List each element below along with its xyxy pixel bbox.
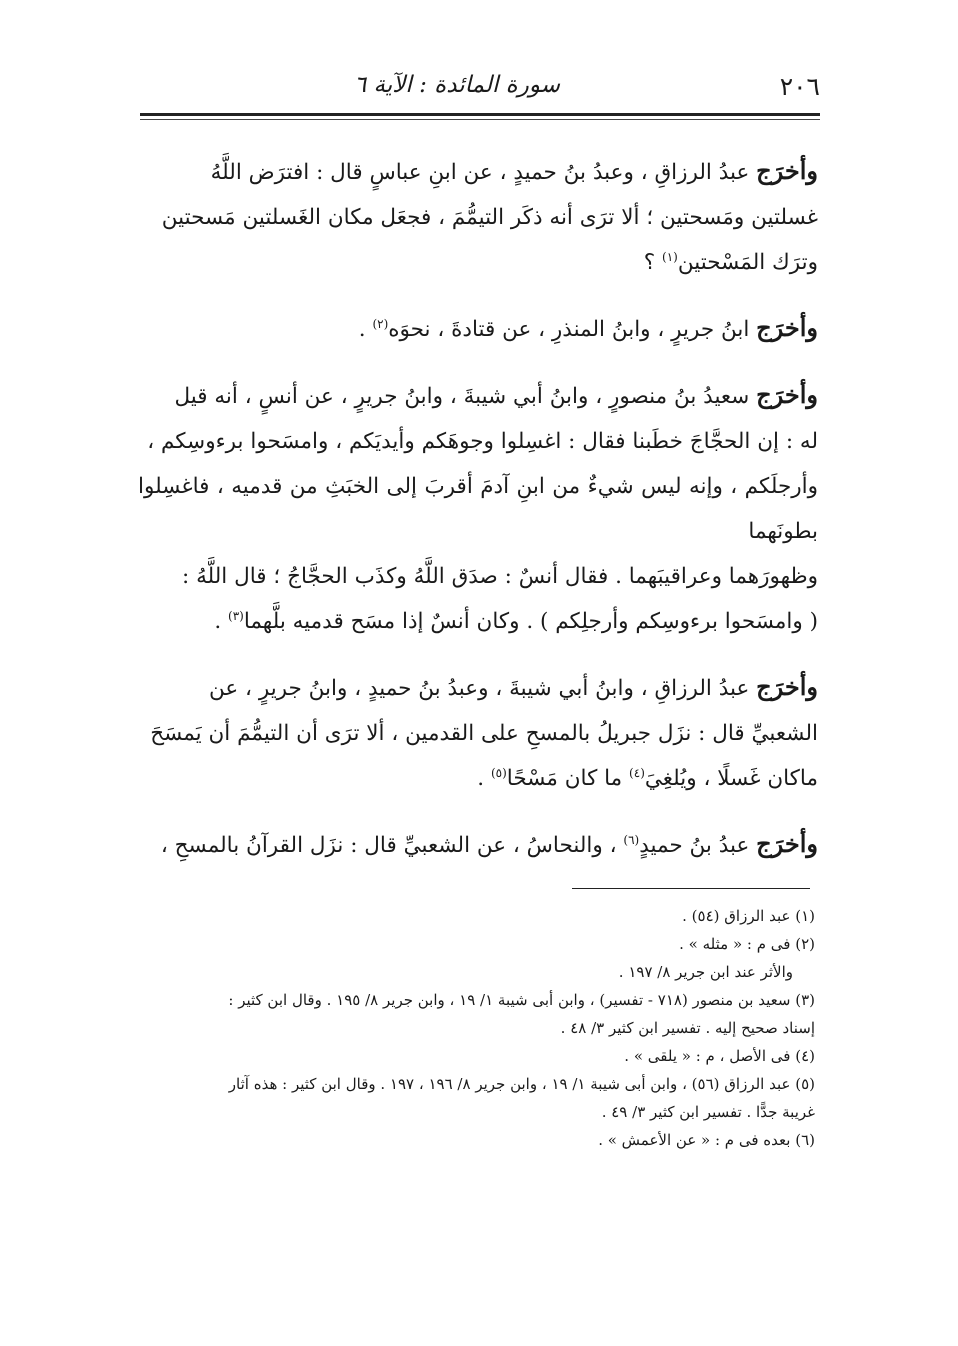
footnote-line: غريبة جدًّا . تفسير ابن كثير ٣/ ٤٩ . (601, 1103, 815, 1121)
page-number: ٢٠٦ (779, 72, 820, 101)
footnote-ref[interactable]: (٢) (372, 316, 389, 331)
footnote-line: (١) عبد الرزاق (٥٤) . (682, 907, 815, 925)
footnotes (120, 903, 815, 1155)
running-title: سورة المائدة : الآية ٦ (353, 72, 560, 98)
footnote-line: (٦) بعده فى م : « عن الأعمش » . (598, 1131, 815, 1149)
text-tail: ، والنحاسُ ، عن الشعبيِّ قال : نزَل القرآنُ بالمسحِ ، (160, 833, 624, 858)
footnote-line: (٥) عبد الرزاق (٥٦) ، وابن أبى شيبة ١/ ١٩ ، وابن جرير ٨/ ١٩٦ ، ١٩٧ . وقال ابن كثير : هذه آثار (228, 1075, 815, 1093)
paragraph-5 (138, 821, 818, 868)
text-line: ابنُ جريرٍ ، وابنُ المنذرِ ، عن قتادةَ ، نحوَه (388, 317, 750, 342)
paragraph-2 (138, 305, 818, 352)
text-line: وظهورَهما وعراقيبَهما . فقال أنسٌ : صدَق اللَّهُ وكذَب الحجَّاجُ ؛ قال اللَّهُ : (182, 564, 818, 589)
footnote-ref[interactable]: (٤) (629, 765, 645, 780)
footnote-line: (٤) فى الأصل ، م : « يلقى » . (624, 1047, 815, 1065)
footnote-ref[interactable]: (٦) (623, 832, 640, 847)
main-text (138, 148, 818, 888)
footnote-line: (٢) فى م : « مثله » . (679, 935, 815, 953)
text-line: عبدُ بنُ حميدٍ (639, 833, 750, 858)
paragraph-3 (138, 372, 818, 644)
paragraph-lead: وأخرَج (756, 672, 818, 701)
footnote-line: والأثر عند ابن جرير ٨/ ١٩٧ . (618, 963, 793, 981)
text-tail: . (214, 609, 228, 634)
paragraph-4 (138, 664, 818, 801)
text-line: وترَك المَسْحتين (677, 250, 818, 275)
paragraph-lead: وأخرَج (756, 313, 818, 342)
header-rule (140, 113, 820, 116)
text-line: عبدُ الرزاقِ ، وابنُ أبي شيبةَ ، وعبدُ بنُ حميدٍ ، وابنُ جريرٍ ، عن (209, 676, 750, 701)
text-tail: . (477, 766, 491, 791)
footnote-ref[interactable]: (١) (662, 249, 678, 264)
paragraph-lead: وأخرَج (756, 829, 818, 858)
paragraph-lead: وأخرَج (756, 380, 818, 409)
text-line: ماكان غَسلًا ، ويُلغِيَ (644, 766, 818, 791)
paragraph-1 (138, 148, 818, 285)
footnote-ref[interactable]: (٣) (228, 608, 244, 623)
text-line: سعيدُ بنُ منصورٍ ، وابنُ أبي شيبةَ ، وابنُ جريرٍ ، عن أنسٍ ، أنه قيل (174, 384, 750, 409)
page-header (140, 70, 820, 110)
text-line: غسلتين ومَسحتين ؛ ألا ترَى أنه ذكَر التيمُّمَ ، فجعَل مكان الغَسلتين مَسحتين (161, 205, 818, 230)
text-tail: ؟ (643, 250, 663, 275)
footnote-line: إسناد صحيح إليه . تفسير ابن كثير ٣/ ٤٨ . (560, 1019, 815, 1037)
paragraph-lead: وأخرَج (756, 156, 818, 185)
text-line: عبدُ الرزاقِ ، وعبدُ بنُ حميدٍ ، عن ابنِ عباسٍ قال : افترَض اللَّهُ (210, 160, 750, 185)
footnote-line: (٣) سعيد بن منصور (٧١٨ - تفسير) ، وابن أبى شيبة ١/ ١٩ ، وابن جرير ٨/ ١٩٥ . وقال ابن كثير : (228, 991, 815, 1009)
footnote-rule (572, 888, 810, 889)
text-line: وأرجلَكم ، وإنه ليس شيءٌ من ابنِ آدمَ أقربَ إلى الخبَثِ من قدميه ، فاغسِلوا بطونَهما (138, 474, 818, 544)
footnote-ref[interactable]: (٥) (490, 765, 507, 780)
text-line: ( وامسَحوا برءوسِكم وأرجلِكم ) . وكان أنسٌ إذا مسَح قدميه بلَّهما (243, 609, 818, 634)
text-line: الشعبيِّ قال : نزَل جبريلُ بالمسحِ على القدمين ، ألا ترَى أن التيمُّمَ أن يَمسَحَ (150, 721, 818, 746)
text-mid: ما كان مَسْحًا (506, 766, 630, 791)
text-line: له : إن الحجَّاجَ خطَبنا فقال : اغسِلوا وجوهَكم وأيديَكم ، وامسَحوا برءوسِكم ، (147, 429, 818, 454)
text-tail: . (358, 317, 373, 342)
